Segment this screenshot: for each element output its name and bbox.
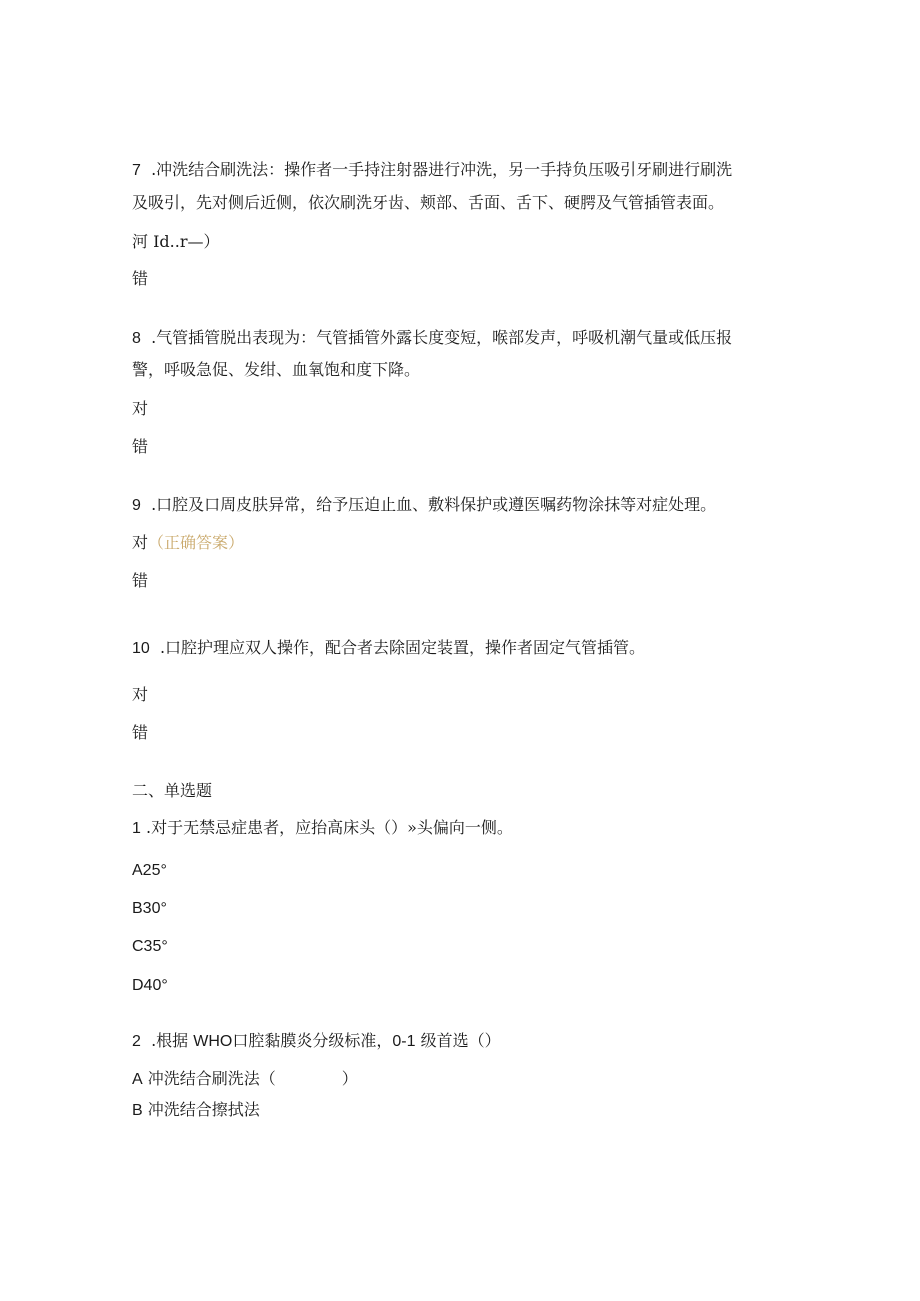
question-10-option-true: 对: [132, 685, 149, 704]
question-10-number: 10: [132, 640, 150, 657]
question-8-line1: 8 .气管插管脱出表现为：气管插管外露长度变短，喉部发声，呼吸机潮气量或低压报: [132, 328, 733, 347]
correct-answer-mark: （正确答案）: [148, 533, 245, 552]
single-choice-2-number: 2: [132, 1033, 141, 1050]
question-10-line1: 10 .口腔护理应双人操作，配合者去除固定装置，操作者固定气管插管。: [132, 638, 646, 657]
question-9-number: 9: [132, 497, 141, 514]
question-9-option-true: 对（正确答案）: [132, 533, 245, 552]
question-7-line1: 7 .冲洗结合刷洗法：操作者一手持注射器进行冲洗，另一手持负压吸引牙刷进行刷洗: [132, 160, 733, 179]
question-7-line2: 及吸引，先对侧后近侧，依次刷洗牙齿、颊部、舌面、舌下、硬腭及气管插管表面。: [132, 193, 725, 212]
single-choice-1-option-a: A25°: [132, 862, 167, 879]
question-10-option-false: 错: [132, 723, 149, 742]
single-choice-1-option-b: B30°: [132, 900, 167, 917]
question-9-line1: 9 .口腔及口周皮肤异常，给予压迫止血、敷料保护或遵医嘱药物涂抹等对症处理。: [132, 495, 717, 514]
question-8-option-false: 错: [132, 437, 149, 456]
question-7-option-false: 错: [132, 269, 149, 288]
single-choice-1-option-c: C35°: [132, 938, 168, 955]
question-8-option-true: 对: [132, 399, 149, 418]
question-8-line2: 警，呼吸急促、发绀、血氧饱和度下降。: [132, 360, 421, 379]
single-choice-2-option-b: B 冲洗结合擦拭法: [132, 1100, 260, 1119]
question-7-option-true: 河 Id..r—）: [132, 232, 220, 251]
single-choice-1-number: 1: [132, 820, 141, 837]
question-8-number: 8: [132, 330, 141, 347]
section-title: 二、单选题: [132, 781, 213, 800]
question-9-option-false: 错: [132, 571, 149, 590]
question-7-number: 7: [132, 162, 141, 179]
single-choice-1-option-d: D40°: [132, 977, 168, 994]
single-choice-2-text: 2 .根据 WHO口腔黏膜炎分级标准，0-1 级首选（）: [132, 1031, 501, 1050]
single-choice-1-text: 1 .对于无禁忌症患者，应抬高床头（）»头偏向一侧。: [132, 818, 513, 837]
single-choice-2-option-a: A 冲洗结合刷洗法（ ）: [132, 1069, 358, 1088]
